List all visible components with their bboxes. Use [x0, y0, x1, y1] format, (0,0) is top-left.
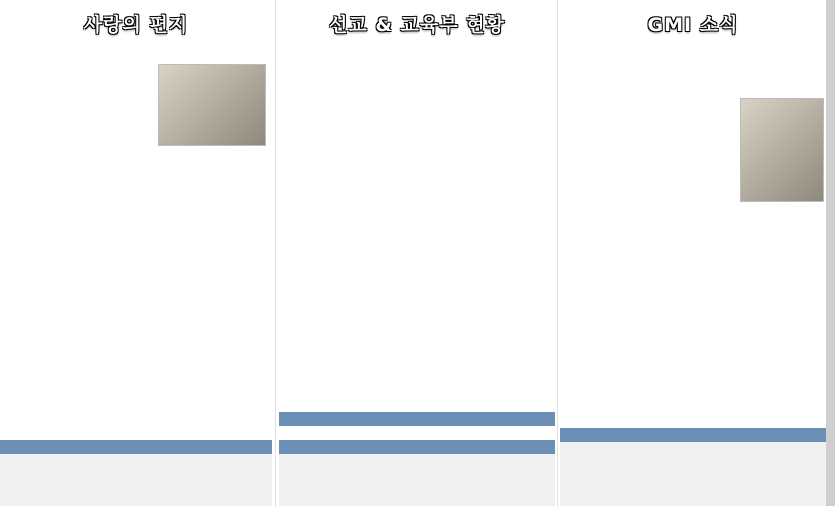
page-edge: [826, 0, 835, 506]
status-footer: [560, 442, 826, 506]
section-band: [560, 428, 826, 442]
broadcast-footer: [0, 454, 272, 506]
heading-text: 선교 & 교육부 현황: [329, 13, 505, 36]
column-divider: [557, 0, 558, 506]
column-heading: [279, 0, 555, 46]
column-heading: [560, 0, 826, 46]
section-band: [279, 440, 555, 454]
info-footer: [279, 454, 555, 506]
column-divider: [275, 0, 276, 506]
column-love-letter: [0, 0, 272, 506]
heading-text: GMI 소식: [647, 13, 739, 36]
news-body: [568, 60, 818, 430]
mission-body: [287, 60, 547, 410]
column-heading: [0, 0, 272, 46]
section-band: [279, 412, 555, 426]
section-band: [0, 440, 272, 454]
letter-body: [8, 60, 264, 448]
heading-text: 사랑의 편지: [83, 13, 189, 36]
column-gmi-news: [560, 0, 826, 506]
column-mission-education: [279, 0, 555, 506]
